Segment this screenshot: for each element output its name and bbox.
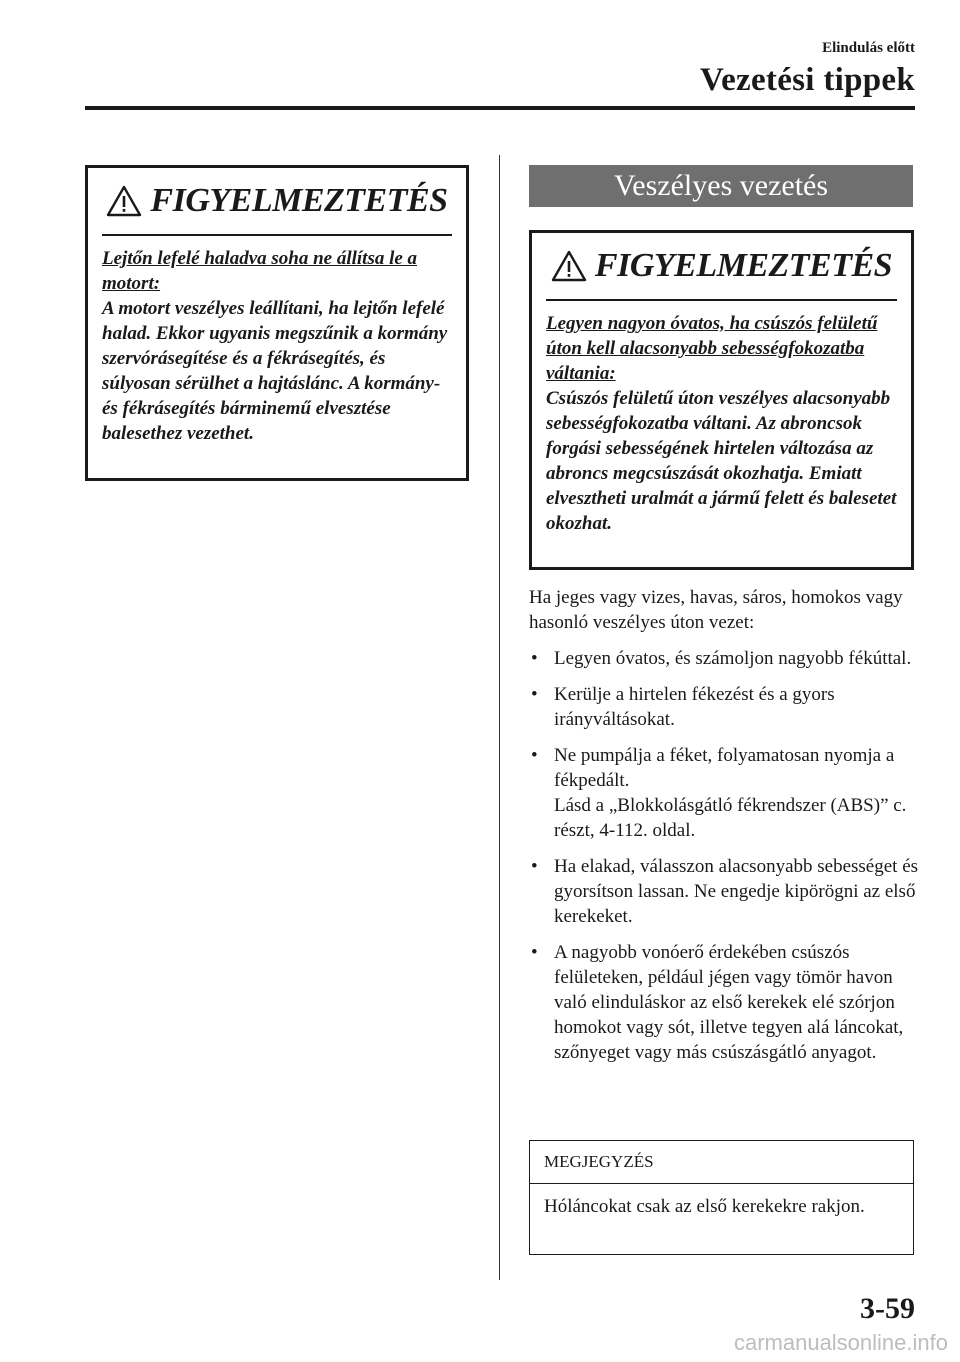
section-heading: Veszélyes vezetés <box>529 165 913 207</box>
warning-lead: Lejtőn lefelé haladva soha ne állítsa le a motort: <box>102 248 418 294</box>
warning-title: FIGYELMEZTETÉS <box>594 247 893 284</box>
warning-header <box>546 233 897 301</box>
bullet-icon: • <box>531 684 538 705</box>
list-item-text: Ne pumpálja a féket, folyamatosan nyomja a fékpedált. <box>554 745 895 791</box>
warning-triangle-icon <box>106 185 142 217</box>
page-title: Vezetési tippek <box>699 62 915 98</box>
list-item <box>529 646 919 671</box>
bullet-icon: • <box>531 942 538 963</box>
watermark: carmanualsonline.info <box>733 1330 948 1355</box>
warning-text: A motort veszélyes leállítani, ha lejtőn lefelé halad. Ekkor ugyanis megszűnik a kormány szervórásegítése és a fékrásegítés, és súlyosan sérülhet a hajtáslánc. A kormány- és fékrásegítés bárminemű elvesztése balesethez vezethet. <box>102 298 448 444</box>
warning-title: FIGYELMEZTETÉS <box>150 182 448 219</box>
note-box <box>529 1140 914 1255</box>
bullet-icon: • <box>531 648 538 669</box>
warning-lead: Legyen nagyon óvatos, ha csúszós felületű úton kell alacsonyabb sebességfokozatba váltania: <box>546 313 878 384</box>
intro-paragraph: Ha jeges vagy vizes, havas, sáros, homokos vagy hasonló veszélyes úton vezet: <box>529 587 903 633</box>
warning-triangle-icon <box>551 250 587 282</box>
list-item <box>529 743 919 843</box>
note-title: MEGJEGYZÉS <box>530 1141 913 1184</box>
note-text: Hóláncokat csak az első kerekekre rakjon. <box>544 1196 865 1217</box>
list-item <box>529 854 919 929</box>
list-item-text: Legyen óvatos, és számoljon nagyobb fékúttal. <box>554 648 912 669</box>
bullet-icon: • <box>531 745 538 766</box>
list-item <box>529 940 919 1065</box>
list-item-text: A nagyobb vonóerő érdekében csúszós felületeken, például jégen vagy tömör havon való elinduláskor az első kerekek elé szórjon homokot vagy sót, illetve tegyen alá láncokat, szőnyeget vagy más csúszásgátló anyagot. <box>554 942 904 1063</box>
left-warning-box <box>85 165 469 481</box>
list-item-text: Kerülje a hirtelen fékezést és a gyors irányváltásokat. <box>554 684 835 730</box>
warning-text: Csúszós felületű úton veszélyes alacsonyabb sebességfokozatba váltani. Az abroncsok forgási sebességének hirtelen változása az abroncs megcsúszását okozhatja. Emiatt elvesztheti uralmát a jármű felett és balesetet okozhat. <box>546 388 897 534</box>
tips-list <box>529 646 919 1076</box>
list-item <box>529 682 919 732</box>
page-number: 3-59 <box>860 1292 915 1325</box>
warning-header <box>102 168 452 236</box>
warning-body <box>532 301 911 550</box>
right-warning-box <box>529 230 914 570</box>
column-divider <box>499 155 500 1280</box>
header-section-label: Elindulás előtt <box>822 40 915 56</box>
list-item-reference: Lásd a „Blokkolásgátló fékrendszer (ABS)” c. részt, 4-112. oldal. <box>554 795 907 841</box>
header-rule <box>85 106 915 110</box>
list-item-text: Ha elakad, válasszon alacsonyabb sebességet és gyorsítson lassan. Ne engedje kipörögni az első kerekeket. <box>554 856 919 927</box>
warning-body <box>88 236 466 460</box>
bullet-icon: • <box>531 856 538 877</box>
